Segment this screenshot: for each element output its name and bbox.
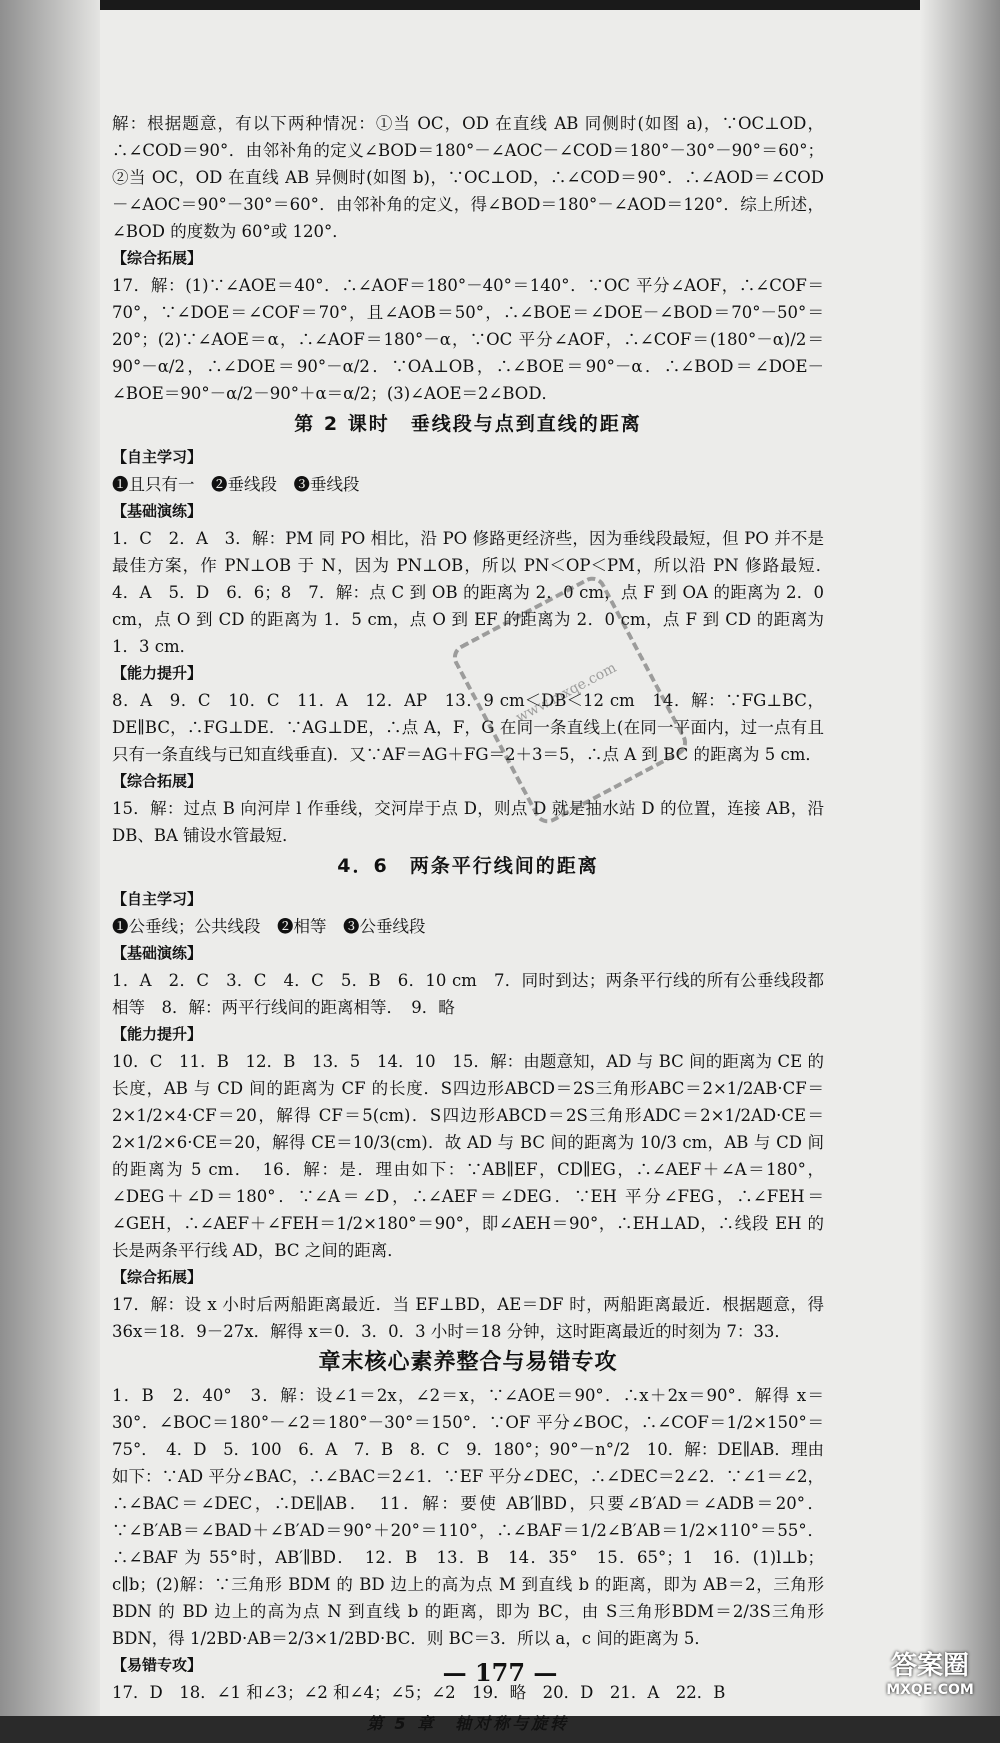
paragraph-15: 15．解：过点 B 向河岸 l 作垂线，交河岸于点 D，则点 D 就是抽水站 D 的位置，连接 AB，沿 DB、BA 铺设水管最短．: [112, 799, 824, 845]
paragraph-basic-2: 1．A 2．C 3．C 4．C 5．B 6．10 cm 7．同时到达；两条平行线的所有公垂线段都相等 8．解：两平行线间的距离相等． 9．略: [112, 971, 824, 1017]
section-label: 【综合拓展】: [112, 1268, 203, 1286]
section-label: 【基础演练】: [112, 502, 203, 520]
paragraph-ability: 8．A 9．C 10．C 11．A 12．AP 13．9 cm＜DB＜12 cm 14．解：∵FG⊥BC，DE∥BC，∴FG⊥DE．∵AG⊥DE，∴点 A，F，G 在同一条直线上(在同一平面内，过一点有且只有一条直线与已知直线垂直)．又∵AF＝AG＋FG＝2＋3＝5，∴点 A 到 BC 的距离为 5 cm．: [112, 691, 824, 764]
paragraph-basic: 1．C 2．A 3．解：PM 同 PO 相比，沿 PO 修路更经济些，因为垂线段最短，但 PO 并不是最佳方案，作 PN⊥OB 于 N，因为 PN⊥OB，所以 PN＜OP＜PM，所以沿 PN 修路最短． 4．A 5．D 6．6；8 7．解：点 C 到 OB 的距离为 2．0 cm，点 F 到 OA 的距离为 2．0 cm，点 O 到 CD 的距离为 1．5 cm，点 O 到 EF 的距离为 2．0 cm，点 F 到 CD 的距离为 1．3 cm．: [112, 529, 841, 656]
section-label: 【自主学习】: [112, 448, 203, 466]
lesson-title-2: 第 2 课时 垂线段与点到直线的距离: [294, 413, 642, 435]
section-label: 【能力提升】: [112, 664, 203, 682]
paragraph-review: 1．B 2．40° 3．解：设∠1＝2x，∠2＝x，∵∠AOE＝90°．∴x＋2x＝90°．解得 x＝30°．∠BOC＝180°－∠2＝180°－30°＝150°．∵OF 平分∠BOC，∴∠COF＝1/2×150°＝75°． 4．D 5．100 6．A 7．B 8．C 9．180°；90°－n°/2 10．解：DE∥AB．理由如下：∵AD 平分∠BAC，∴∠BAC＝2∠1．∵EF 平分∠DEC，∴∠DEC＝2∠2．∵∠1＝∠2，∴∠BAC＝∠DEC，∴DE∥AB． 11．解：要使 AB′∥BD，只要∠B′AD＝∠ADB＝20°．∵∠B′AB＝∠BAD＋∠B′AD＝90°＋20°＝110°，∴∠BAF＝1/2∠B′AB＝1/2×110°＝55°．∴∠BAF 为 55°时，AB′∥BD． 12．B 13．B 14．35° 15．65°；1 16．(1)l⊥b；c∥b；(2)解：∵三角形 BDM 的 BD 边上的高为点 M 到直线 b 的距离，即为 AB＝2，三角形 BDN 的 BD 边上的高为点 N 到直线 b 的距离，即为 BC，由 S三角形BDM＝2/3S三角形BDN，得 1/2BD·AB＝2/3×1/2BD·BC．则 BC＝3．所以 a，c 间的距离为 5．: [112, 1386, 824, 1648]
logo-url: MXQE.COM: [886, 1682, 974, 1698]
top-border: [0, 0, 1000, 10]
section-label: 【基础演练】: [112, 944, 203, 962]
paragraph-self-study: ❶且只有一 ❷垂线段 ❸垂线段: [112, 475, 360, 494]
section-label: 【易错专攻】: [112, 1656, 203, 1674]
page-number: — 177 —: [442, 1658, 558, 1687]
paragraph-self-study-2: ❶公垂线；公共线段 ❷相等 ❸公垂线段: [112, 917, 426, 936]
stamp-text: www.mxqe.com: [513, 659, 620, 727]
page-shadow-left: [0, 0, 100, 1716]
paragraph-17-ships: 17．解：设 x 小时后两船距离最近．当 EF⊥BD，AE＝DF 时，两船距离最近．根据题意，得 36x＝18．9－27x．解得 x＝0．3．0．3 小时＝18 分钟，这时距离最近的时刻为 7：33．: [112, 1295, 824, 1341]
site-logo: [870, 1650, 990, 1710]
chapter-review-title: 章末核心素养整合与易错专攻: [318, 1350, 618, 1375]
paragraph-intro: 解：根据题意，有以下两种情况：①当 OC，OD 在直线 AB 同侧时(如图 a)，∵OC⊥OD，∴∠COD＝90°．由邻补角的定义∠BOD＝180°－∠AOC－∠COD＝180°－30°－90°＝60°；②当 OC，OD 在直线 AB 异侧时(如图 b)，∵OC⊥OD，∴∠COD＝90°．∴∠AOD＝∠COD－∠AOC＝90°－30°＝60°．由邻补角的定义，得∠BOD＝180°－∠AOD＝120°．综上所述，∠BOD 的度数为 60°或 120°．: [112, 114, 824, 241]
paragraph-ability-2: 10．C 11．B 12．B 13．5 14．10 15．解：由题意知，AD 与 BC 间的距离为 CE 的长度，AB 与 CD 间的距离为 CF 的长度．S四边形ABCD＝2S三角形ABC＝2×1/2AB·CF＝2×1/2×4·CF＝20，解得 CF＝5(cm)．S四边形ABCD＝2S三角形ADC＝2×1/2AD·CE＝2×1/2×6·CE＝20，解得 CE＝10/3(cm)．故 AD 与 BC 间的距离为 10/3 cm，AB 与 CD 间的距离为 5 cm． 16．解：是．理由如下：∵AB∥EF，CD∥EG，∴∠AEF＋∠A＝180°，∠DEG＋∠D＝180°．∵∠A＝∠D，∴∠AEF＝∠DEG．∵EH 平分∠FEG，∴∠FEH＝∠GEH，∴∠AEF＋∠FEH＝1/2×180°＝90°，即∠AEH＝90°，∴EH⊥AD，∴线段 EH 的长是两条平行线 AD，BC 之间的距离．: [112, 1052, 824, 1260]
paragraph-errors: 17．D 18．∠1 和∠3；∠2 和∠4；∠5；∠2 19．略 20．D 21．A 22．B: [112, 1683, 726, 1702]
section-label: 【自主学习】: [112, 890, 203, 908]
page-shadow-right: [920, 0, 1000, 1716]
lesson-title-4-6: 4．6 两条平行线间的距离: [337, 855, 599, 877]
logo-text: 答案圈: [890, 1651, 969, 1681]
answer-content: [112, 110, 841, 1743]
section-label: 【综合拓展】: [112, 772, 203, 790]
next-chapter-title: 第 5 章 轴对称与旋转: [366, 1714, 570, 1733]
paragraph-17: 17．解：(1)∵∠AOE＝40°．∴∠AOF＝180°－40°＝140°．∵OC 平分∠AOF，∴∠COF＝70°，∵∠DOE＝∠COF＝70°，且∠AOB＝50°，∴∠BOE＝∠DOE－∠BOD＝70°－50°＝20°；(2)∵∠AOE＝α，∴∠AOF＝180°－α，∵OC 平分∠AOF，∴∠COF＝(180°－α)/2＝90°－α/2，∴∠DOE＝90°－α/2．∵OA⊥OB，∴∠BOE＝90°－α．∴∠BOD＝∠DOE－∠BOE＝90°－α/2－90°＋α＝α/2；(3)∠AOE＝2∠BOD．: [112, 276, 824, 403]
section-label: 【综合拓展】: [112, 249, 203, 267]
section-label: 【能力提升】: [112, 1025, 203, 1043]
